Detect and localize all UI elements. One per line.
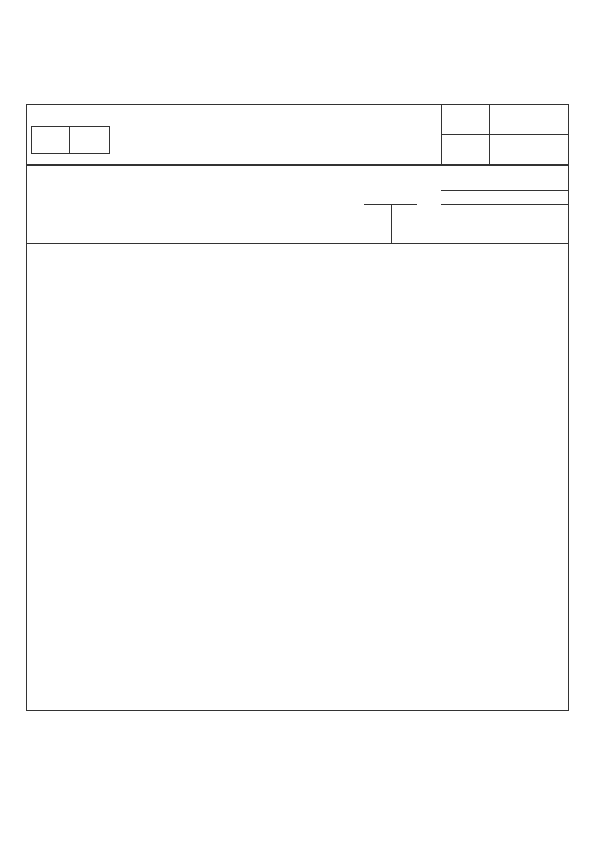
management-number-box <box>31 126 110 154</box>
main-table <box>26 165 569 711</box>
